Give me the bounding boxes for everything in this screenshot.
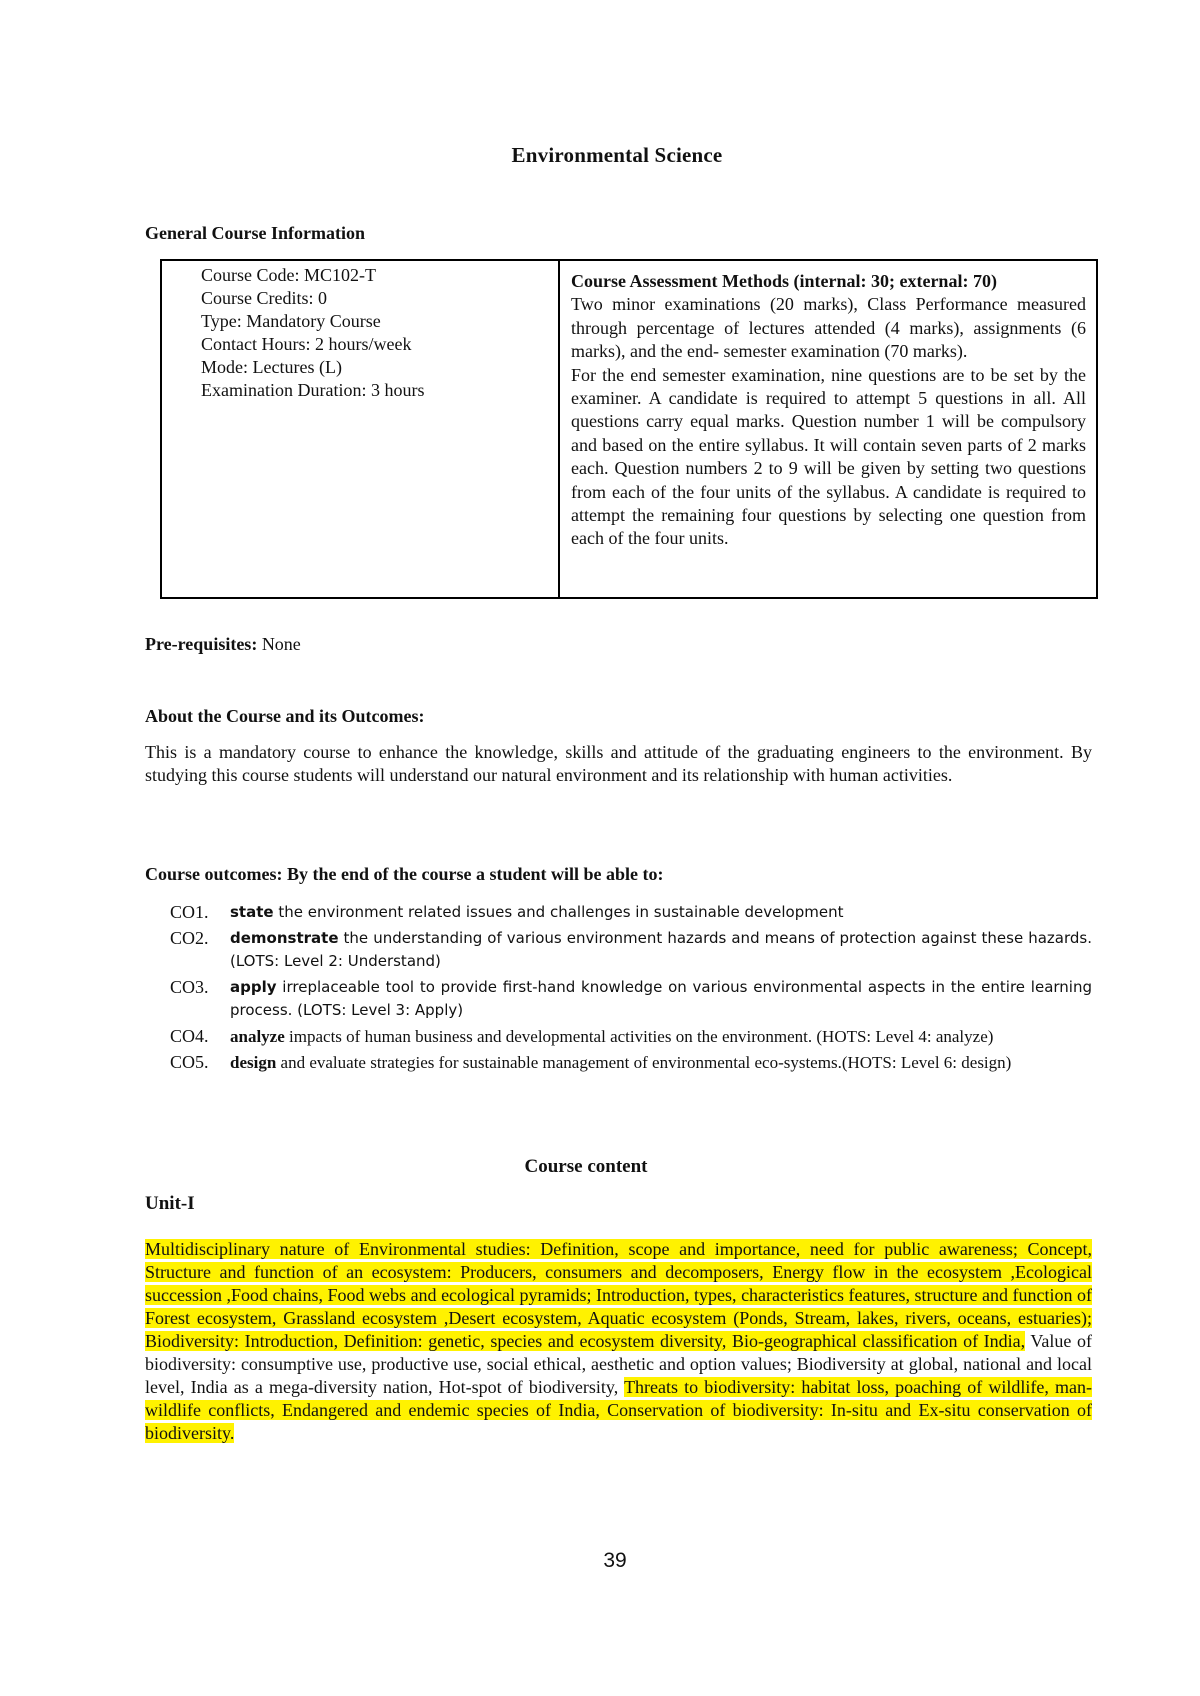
page-number: 39 [603, 1549, 627, 1572]
contact-hours: Contact Hours: 2 hours/week [201, 334, 412, 354]
outcome-description: the understanding of various environment hazards and means of protection against these hazards. (LOTS: Level 2: Understand) [230, 929, 1092, 970]
course-outcomes-heading: Course outcomes: By the end of the course a student will be able to: [145, 864, 664, 884]
highlighted-text: Multidisciplinary nature of Environmental studies: Definition, scope and importance, need for public awareness; Concept, Structure and function of an ecosystem: Producers, consumers and decomposers, Energy flow in the ecosystem ,Ecological succession ,Food chains, Food webs and ecological pyramids; Introduction, types, characteristics features, structure and function of Forest ecosystem, Grassland ecosystem ,Desert ecosystem, Aquatic ecosystem (Ponds, Stream, lakes, rivers, oceans, estuaries); Biodiversity: Introduction, Definition: genetic, species and ecosystem diversity, Bio-geographical classification of India, [145, 1239, 1092, 1351]
course-credits: Course Credits: 0 [201, 288, 327, 308]
outcome-item [170, 927, 1092, 973]
course-mode: Mode: Lectures (L) [201, 357, 342, 377]
outcome-text [230, 901, 1092, 924]
unit-plain-text: Value of biodiversity: consumptive use, productive use, social ethical, aesthetic and option values; Biodiversity at global, national and local level, India as a mega-diversity nation, Hot-spot of biodiversity, [145, 1331, 1092, 1397]
outcome-code: CO5. [170, 1052, 209, 1072]
outcome-verb: state [230, 903, 274, 921]
outcome-text [230, 927, 1092, 973]
outcome-description: and evaluate strategies for sustainable management of environmental eco-systems.(HOTS: Level 6: design) [276, 1053, 1012, 1072]
outcome-code: CO3. [170, 977, 209, 997]
about-paragraph: This is a mandatory course to enhance the knowledge, skills and attitude of the graduating engineers to the environment. By studying this course students will understand our natural environment and its relationship with human activities. [145, 742, 1092, 785]
course-info-cell [162, 261, 560, 597]
course-content-heading: Course content [524, 1156, 648, 1177]
assessment-paragraph-1: Two minor examinations (20 marks), Class Performance measured through percentage of lectures attended (4 marks), assignments (6 marks), and the end- semester examination (70 marks). [571, 294, 1086, 362]
outcome-code: CO1. [170, 902, 209, 922]
outcome-description: impacts of human business and developmental activities on the environment. (HOTS: Level 4: analyze) [284, 1027, 994, 1046]
assessment-heading: Course Assessment Methods (internal: 30; external: 70) [571, 271, 997, 291]
outcome-verb: apply [230, 978, 277, 996]
prerequisites [145, 634, 301, 655]
assessment-paragraph-2: For the end semester examination, nine questions are to be set by the examiner. A candidate is required to attempt 5 questions in all. All questions carry equal marks. Question number 1 will be compulsory and based on the entire syllabus. It will contain seven parts of 2 marks each. Question numbers 2 to 9 will be given by setting two questions from each of the four units of the syllabus. A candidate is required to attempt the remaining four questions by selecting one question from each of the four units. [571, 364, 1086, 549]
outcome-text [230, 1051, 1092, 1074]
outcome-description: the environment related issues and challenges in sustainable development [273, 903, 844, 921]
assessment-cell [560, 261, 1096, 597]
about-heading: About the Course and its Outcomes: [145, 706, 425, 726]
outcome-description: irreplaceable tool to provide first-hand knowledge on various environmental aspects in the entire learning process. (LOTS: Level 3: Apply) [230, 978, 1092, 1019]
exam-duration: Examination Duration: 3 hours [201, 380, 425, 400]
unit-paragraph [145, 1238, 1092, 1445]
outcome-item [170, 901, 1092, 924]
course-info-table [160, 259, 1098, 599]
prerequisites-label: Pre-requisites: [145, 634, 258, 654]
outcome-verb: analyze [230, 1027, 285, 1046]
outcome-verb: demonstrate [230, 929, 339, 947]
course-code: Course Code: MC102-T [201, 265, 376, 285]
outcome-item [170, 1025, 1092, 1048]
outcome-code: CO2. [170, 928, 209, 948]
outcome-text [230, 1025, 1092, 1048]
course-type: Type: Mandatory Course [201, 311, 381, 331]
outcome-verb: design [230, 1053, 277, 1072]
course-outcomes-list [170, 901, 1092, 1077]
prerequisites-value: None [257, 634, 301, 654]
general-info-heading: General Course Information [145, 223, 365, 243]
page-title: Environmental Science [511, 143, 723, 167]
unit-heading: Unit-I [145, 1193, 195, 1214]
outcome-item [170, 1051, 1092, 1074]
outcome-item [170, 976, 1092, 1022]
outcome-code: CO4. [170, 1026, 209, 1046]
outcome-text [230, 976, 1092, 1022]
highlighted-text: Threats to biodiversity: habitat loss, poaching of wildlife, man-wildlife conflicts, Endangered and endemic species of India, Conservation of biodiversity: In-situ and Ex-situ conservation of biodiversity. [145, 1377, 1092, 1443]
